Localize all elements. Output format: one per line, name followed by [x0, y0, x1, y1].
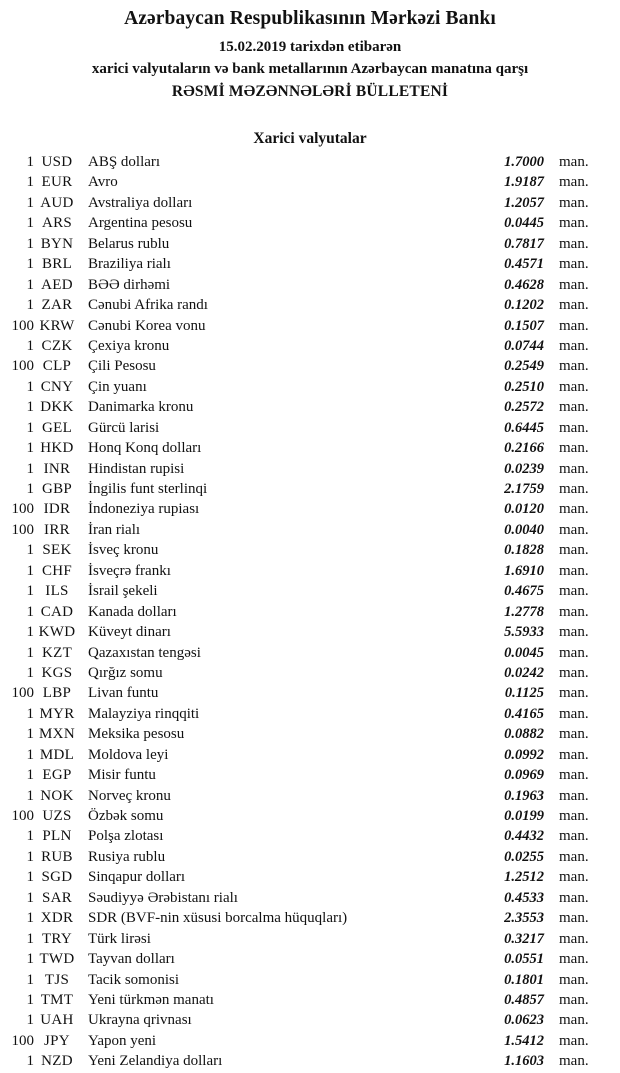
currency-name: Türk lirəsi — [88, 930, 151, 947]
currency-name: Cənubi Korea vonu — [88, 317, 206, 334]
rate-value: 0.2549 — [504, 358, 544, 375]
currency-name: Rusiya rublu — [88, 848, 166, 865]
unit-label: man. — [559, 644, 589, 661]
quantity: 1 — [26, 194, 34, 211]
unit-label: man. — [559, 460, 589, 477]
bank-title: Azərbaycan Respublikasının Mərkəzi Bankı — [124, 8, 496, 29]
currency-code: EUR — [41, 174, 73, 191]
quantity: 1 — [26, 746, 34, 763]
quantity: 1 — [26, 848, 34, 865]
currency-name: Küveyt dinarı — [88, 624, 171, 641]
unit-label: man. — [559, 746, 589, 763]
currency-name: Sinqapur dolları — [88, 869, 186, 886]
currency-name: Livan funtu — [88, 685, 159, 702]
rate-row — [0, 786, 620, 806]
currency-code: PLN — [42, 828, 72, 845]
rate-row — [0, 418, 620, 438]
rate-value: 0.0045 — [504, 644, 544, 661]
rate-value: 0.4675 — [504, 583, 544, 600]
unit-label: man. — [559, 624, 589, 641]
rate-value: 0.0120 — [504, 501, 544, 518]
currency-code: TRY — [41, 930, 73, 947]
quantity: 1 — [26, 787, 34, 804]
currency-name: Honq Konq dolları — [88, 440, 202, 457]
currency-name: Danimarka kronu — [88, 399, 194, 416]
rate-value: 0.1202 — [504, 297, 544, 314]
quantity: 1 — [26, 235, 34, 252]
quantity: 1 — [26, 644, 34, 661]
rate-row — [0, 1010, 620, 1030]
quantity: 1 — [26, 460, 34, 477]
rate-value: 0.0199 — [504, 808, 544, 824]
rate-row — [0, 275, 620, 295]
unit-label: man. — [559, 1012, 589, 1029]
unit-label: man. — [559, 358, 589, 375]
quantity: 100 — [11, 501, 34, 518]
currency-name: Hindistan rupisi — [88, 460, 185, 477]
unit-label: man. — [559, 910, 589, 927]
quantity: 1 — [26, 930, 34, 947]
rate-row — [0, 193, 620, 213]
currency-name: İsveç kronu — [88, 542, 159, 559]
currency-code: UAH — [40, 1012, 74, 1029]
currency-name: Səudiyyə Ərəbistanı rialı — [88, 889, 238, 906]
unit-label: man. — [559, 297, 589, 314]
rate-value: 0.0744 — [504, 337, 544, 354]
quantity: 1 — [26, 726, 34, 743]
currency-code: IRR — [44, 521, 70, 538]
quantity: 1 — [26, 1012, 34, 1029]
rate-row — [0, 724, 620, 744]
currency-code: SEK — [42, 542, 72, 559]
currency-code: MDL — [39, 746, 75, 763]
currency-name: Belarus rublu — [88, 235, 170, 252]
rate-value: 1.5412 — [504, 1032, 544, 1049]
quantity: 1 — [26, 828, 34, 845]
rate-value: 0.0445 — [504, 215, 544, 232]
currency-name: Misir funtu — [88, 767, 156, 784]
currency-code: INR — [43, 460, 71, 477]
rate-row — [0, 745, 620, 765]
rate-row — [0, 970, 620, 990]
quantity: 1 — [26, 174, 34, 191]
section-title: Xarici valyutalar — [253, 130, 367, 147]
bulletin-title: RƏSMİ MƏZƏNNƏLƏRİ BÜLLETENİ — [171, 83, 449, 100]
currency-code: TJS — [44, 971, 70, 988]
currency-name: Qazaxıstan tengəsi — [88, 644, 201, 661]
currency-code: TWD — [39, 951, 75, 968]
unit-label: man. — [559, 154, 589, 170]
rate-row — [0, 704, 620, 724]
currency-code: AUD — [40, 194, 74, 211]
effective-date-line: 15.02.2019 tarixdən etibarən — [218, 39, 402, 55]
rate-row — [0, 663, 620, 683]
currency-code: CNY — [40, 378, 74, 395]
currency-name: Braziliya rialı — [88, 256, 171, 273]
subtitle-line: xarici valyutaların və bank metallarının Azərbaycan manatına qarşı — [91, 61, 529, 77]
rate-row — [0, 847, 620, 867]
currency-name: Çexiya kronu — [88, 337, 170, 354]
rate-value: 0.4432 — [504, 828, 544, 845]
rate-row — [0, 908, 620, 928]
rate-row — [0, 479, 620, 499]
rate-row — [0, 459, 620, 479]
unit-label: man. — [559, 828, 589, 845]
rate-row — [0, 949, 620, 969]
rate-value: 2.3553 — [504, 910, 544, 927]
rate-row — [0, 888, 620, 908]
currency-name: İran rialı — [88, 521, 141, 538]
unit-label: man. — [559, 603, 589, 620]
quantity: 1 — [26, 542, 34, 559]
currency-name: Meksika pesosu — [88, 726, 185, 743]
rate-row — [0, 397, 620, 417]
rate-value: 0.0040 — [504, 521, 544, 538]
unit-label: man. — [559, 378, 589, 395]
currency-code: LBP — [42, 685, 72, 702]
currency-code: RUB — [41, 848, 73, 865]
unit-label: man. — [559, 889, 589, 906]
unit-label: man. — [559, 808, 589, 824]
unit-label: man. — [559, 767, 589, 784]
currency-code: MYR — [39, 705, 75, 722]
unit-label: man. — [559, 256, 589, 273]
currency-code: HKD — [40, 440, 74, 457]
currency-name: Argentina pesosu — [88, 215, 193, 232]
unit-label: man. — [559, 869, 589, 886]
currency-name: Çili Pesosu — [88, 358, 156, 375]
currency-code: DKK — [40, 399, 74, 416]
rate-value: 2.1759 — [504, 481, 544, 497]
quantity: 1 — [26, 215, 34, 232]
rate-row — [0, 172, 620, 192]
rate-value: 0.7817 — [504, 235, 544, 252]
quantity: 1 — [26, 664, 34, 681]
unit-label: man. — [559, 276, 589, 293]
quantity: 100 — [11, 1032, 34, 1049]
unit-label: man. — [559, 991, 589, 1008]
rate-row — [0, 520, 620, 540]
rate-row — [0, 581, 620, 601]
currency-code: CAD — [40, 603, 74, 620]
currency-code: EGP — [42, 767, 72, 784]
quantity: 1 — [26, 603, 34, 620]
unit-label: man. — [559, 542, 589, 559]
quantity: 1 — [26, 767, 34, 784]
rate-row — [0, 234, 620, 254]
currency-name: Tayvan dolları — [88, 951, 175, 968]
currency-name: Yapon yeni — [88, 1032, 157, 1049]
rate-value: 0.0255 — [504, 848, 544, 865]
unit-label: man. — [559, 521, 589, 538]
currency-name: İsveçrə frankı — [88, 562, 171, 579]
currency-code: CLP — [42, 358, 72, 375]
rate-value: 0.0551 — [504, 951, 544, 968]
currency-name: İsrail şekeli — [88, 583, 158, 600]
currency-name: Malayziya rinqqiti — [88, 705, 200, 722]
currency-code: MXN — [39, 726, 75, 743]
rate-value: 1.2057 — [504, 194, 544, 211]
currency-name: İngilis funt sterlinqi — [88, 481, 208, 497]
rate-value: 0.1801 — [504, 971, 544, 988]
quantity: 1 — [26, 337, 34, 354]
currency-code: USD — [41, 154, 73, 170]
quantity: 1 — [26, 991, 34, 1008]
rate-row — [0, 316, 620, 336]
unit-label: man. — [559, 481, 589, 497]
unit-label: man. — [559, 440, 589, 457]
rate-row — [0, 1051, 620, 1071]
rate-value: 0.2572 — [504, 399, 544, 416]
rate-row — [0, 213, 620, 233]
rate-value: 0.1507 — [504, 317, 544, 334]
currency-name: Yeni Zelandiya dolları — [88, 1053, 223, 1070]
quantity: 100 — [11, 317, 34, 334]
currency-code: UZS — [42, 808, 72, 824]
currency-code: JPY — [44, 1032, 70, 1049]
currency-name: Tacik somonisi — [88, 971, 180, 988]
rate-value: 0.0242 — [504, 664, 544, 681]
quantity: 1 — [26, 869, 34, 886]
unit-label: man. — [559, 664, 589, 681]
currency-name: Kanada dolları — [88, 603, 177, 620]
unit-label: man. — [559, 399, 589, 416]
rate-value: 0.0623 — [504, 1012, 544, 1029]
currency-name: ABŞ dolları — [88, 154, 161, 170]
unit-label: man. — [559, 317, 589, 334]
unit-label: man. — [559, 583, 589, 600]
currency-code: CHF — [41, 562, 73, 579]
currency-code: XDR — [40, 910, 74, 927]
unit-label: man. — [559, 194, 589, 211]
rate-value: 0.4571 — [504, 256, 544, 273]
rate-row — [0, 356, 620, 376]
unit-label: man. — [559, 501, 589, 518]
currency-code: IDR — [43, 501, 71, 518]
currency-code: AED — [41, 276, 73, 293]
rate-row — [0, 806, 620, 826]
quantity: 1 — [26, 951, 34, 968]
quantity: 1 — [26, 481, 34, 497]
rate-row — [0, 438, 620, 458]
quantity: 1 — [26, 910, 34, 927]
quantity: 1 — [26, 624, 34, 641]
unit-label: man. — [559, 951, 589, 968]
quantity: 1 — [26, 378, 34, 395]
quantity: 1 — [26, 562, 34, 579]
rate-value: 0.6445 — [504, 419, 544, 436]
quantity: 100 — [11, 808, 34, 824]
quantity: 1 — [26, 256, 34, 273]
rate-value: 1.9187 — [504, 174, 544, 191]
currency-name: Yeni türkmən manatı — [88, 991, 214, 1008]
currency-name: Avro — [88, 174, 118, 191]
currency-code: TMT — [40, 991, 74, 1008]
rate-value: 0.0882 — [504, 726, 544, 743]
unit-label: man. — [559, 930, 589, 947]
rate-row — [0, 826, 620, 846]
currency-code: SGD — [41, 869, 73, 886]
rate-row — [0, 765, 620, 785]
rate-row — [0, 561, 620, 581]
currency-name: SDR (BVF-nin xüsusi borcalma hüquqları) — [88, 910, 348, 927]
rate-row — [0, 499, 620, 519]
currency-code: KWD — [38, 624, 76, 641]
unit-label: man. — [559, 971, 589, 988]
currency-name: Gürcü larisi — [88, 419, 160, 436]
currency-code: KZT — [41, 644, 73, 661]
currency-name: BƏƏ dirhəmi — [88, 276, 171, 293]
unit-label: man. — [559, 848, 589, 865]
quantity: 100 — [11, 685, 34, 702]
rate-value: 0.1963 — [504, 787, 544, 804]
unit-label: man. — [559, 235, 589, 252]
rate-row — [0, 254, 620, 274]
unit-label: man. — [559, 1053, 589, 1070]
quantity: 1 — [26, 419, 34, 436]
currency-name: Qırğız somu — [88, 664, 163, 681]
currency-code: ILS — [45, 583, 69, 600]
rate-row — [0, 622, 620, 642]
quantity: 1 — [26, 705, 34, 722]
currency-name: Moldova leyi — [88, 746, 169, 763]
unit-label: man. — [559, 705, 589, 722]
currency-name: Cənubi Afrika randı — [88, 297, 208, 314]
rate-row — [0, 643, 620, 663]
unit-label: man. — [559, 215, 589, 232]
quantity: 1 — [26, 971, 34, 988]
rate-row — [0, 683, 620, 703]
rate-value: 0.4165 — [504, 705, 544, 722]
rate-row — [0, 152, 620, 172]
rate-value: 0.4533 — [504, 889, 544, 906]
unit-label: man. — [559, 1032, 589, 1049]
quantity: 1 — [26, 154, 34, 170]
rate-value: 0.0969 — [504, 767, 544, 784]
quantity: 1 — [26, 889, 34, 906]
rate-value: 1.2778 — [504, 603, 544, 620]
currency-name: Özbək somu — [88, 808, 164, 824]
currency-code: NZD — [41, 1053, 73, 1070]
rate-row — [0, 1031, 620, 1051]
currency-name: Polşa zlotası — [88, 828, 164, 845]
quantity: 1 — [26, 399, 34, 416]
quantity: 1 — [26, 583, 34, 600]
rate-value: 0.4628 — [504, 276, 544, 293]
currency-name: Norveç kronu — [88, 787, 171, 804]
currency-name: İndoneziya rupiası — [88, 501, 200, 518]
unit-label: man. — [559, 787, 589, 804]
rate-value: 0.1125 — [504, 685, 544, 702]
rate-value: 1.6910 — [504, 562, 544, 579]
rate-row — [0, 929, 620, 949]
currency-code: KRW — [39, 317, 75, 334]
currency-code: KGS — [41, 664, 73, 681]
unit-label: man. — [559, 562, 589, 579]
currency-code: ARS — [41, 215, 73, 232]
quantity: 1 — [26, 276, 34, 293]
quantity: 100 — [11, 358, 34, 375]
unit-label: man. — [559, 174, 589, 191]
rate-row — [0, 295, 620, 315]
rate-value: 1.2512 — [504, 869, 544, 886]
currency-code: ZAR — [41, 297, 73, 314]
rate-value: 5.5933 — [504, 624, 544, 641]
currency-name: Çin yuanı — [88, 378, 147, 395]
currency-code: CZK — [41, 337, 73, 354]
unit-label: man. — [559, 337, 589, 354]
rate-value: 0.2510 — [504, 378, 544, 395]
rate-row — [0, 377, 620, 397]
quantity: 1 — [26, 1053, 34, 1070]
rate-row — [0, 540, 620, 560]
rate-row — [0, 336, 620, 356]
rates-table — [0, 152, 620, 1072]
currency-code: BRL — [41, 256, 73, 273]
rate-value: 0.3217 — [504, 930, 544, 947]
rate-value: 0.0239 — [504, 460, 544, 477]
rate-value: 1.1603 — [504, 1053, 544, 1070]
rate-value: 0.0992 — [504, 746, 544, 763]
rate-value: 0.4857 — [504, 991, 544, 1008]
rate-row — [0, 867, 620, 887]
currency-code: SAR — [41, 889, 73, 906]
document-header — [0, 0, 620, 101]
unit-label: man. — [559, 685, 589, 702]
rate-row — [0, 990, 620, 1010]
currency-code: NOK — [40, 787, 74, 804]
rate-value: 0.1828 — [504, 542, 544, 559]
currency-code: GBP — [41, 481, 73, 497]
currency-name: Avstraliya dolları — [88, 194, 193, 211]
quantity: 1 — [26, 440, 34, 457]
currency-name: Ukrayna qrivnası — [88, 1012, 192, 1029]
quantity: 1 — [26, 297, 34, 314]
rate-row — [0, 602, 620, 622]
quantity: 100 — [11, 521, 34, 538]
rate-value: 0.2166 — [504, 440, 544, 457]
unit-label: man. — [559, 419, 589, 436]
currency-code: BYN — [40, 235, 74, 252]
rate-value: 1.7000 — [504, 154, 544, 170]
currency-code: GEL — [41, 419, 73, 436]
unit-label: man. — [559, 726, 589, 743]
